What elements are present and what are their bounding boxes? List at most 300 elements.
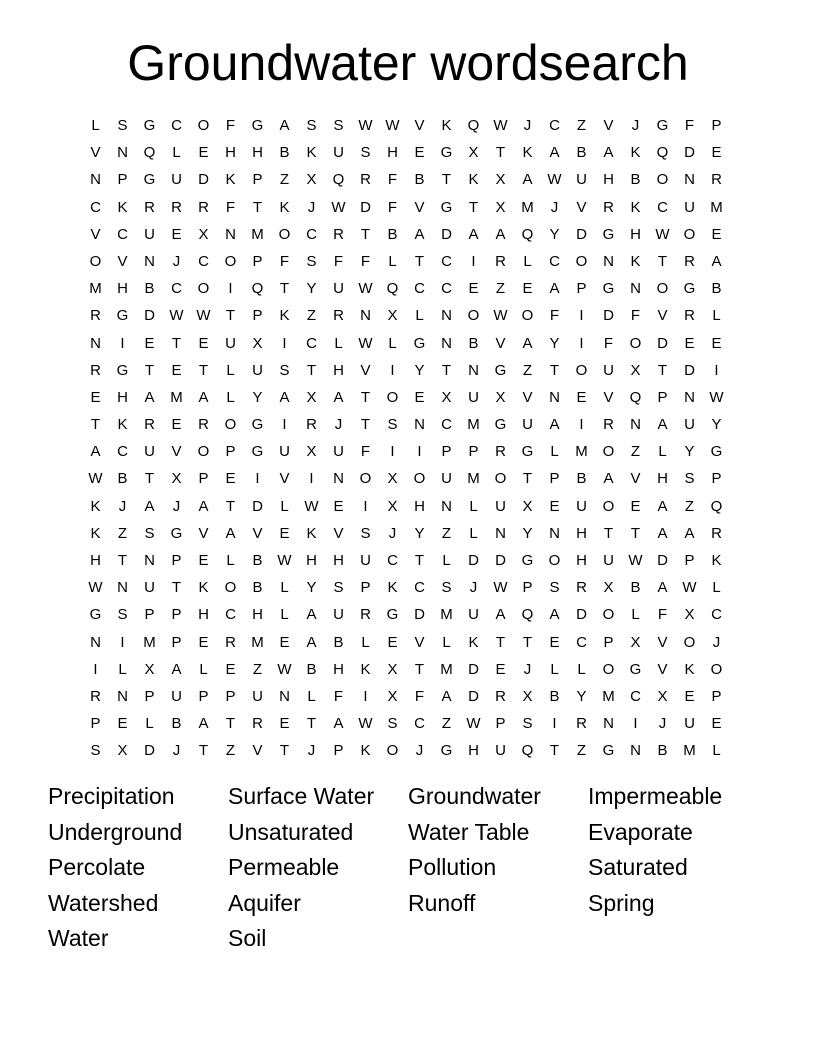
grid-letter: R (576, 579, 587, 597)
grid-letter: C (441, 252, 452, 270)
grid-letter: U (333, 280, 344, 298)
grid-letter: W (358, 117, 373, 134)
grid-letter: X (117, 742, 128, 760)
grid-letter: D (576, 606, 587, 624)
grid-letter: O (521, 307, 534, 325)
grid-letter: L (550, 443, 559, 461)
grid-letter: I (417, 443, 422, 461)
grid-letter: E (711, 715, 722, 733)
grid-letter: P (468, 443, 479, 461)
grid-letter: A (198, 388, 209, 406)
grid-letter: E (468, 280, 479, 298)
grid-letter: S (117, 606, 128, 624)
grid-letter: S (387, 416, 398, 434)
grid-letter: L (334, 334, 343, 352)
grid-letter: A (657, 416, 668, 434)
grid-letter: E (711, 334, 722, 352)
grid-letter: U (171, 687, 182, 705)
grid-letter: L (712, 307, 721, 325)
grid-letter: I (552, 715, 557, 733)
grid-letter: G (494, 416, 507, 434)
grid-letter: M (575, 443, 588, 461)
grid-letter: J (658, 715, 667, 733)
grid-letter: V (576, 198, 587, 216)
grid-letter: B (252, 552, 263, 569)
grid-letter: C (441, 280, 452, 298)
grid-letter: E (549, 633, 560, 651)
grid-letter: P (144, 606, 155, 624)
grid-letter: A (549, 144, 560, 162)
grid-letter: I (363, 497, 368, 515)
grid-letter: O (656, 280, 669, 298)
grid-letter: E (495, 660, 506, 678)
grid-letter: A (333, 388, 344, 406)
grid-letter: J (712, 633, 721, 651)
grid-letter: X (522, 687, 533, 705)
grid-letter: M (602, 687, 615, 705)
grid-letter: Y (576, 687, 587, 705)
grid-letter: R (576, 715, 587, 733)
grid-letter: X (252, 334, 263, 352)
grid-letter: A (90, 443, 101, 461)
grid-letter: M (440, 660, 453, 678)
grid-letter: O (602, 497, 615, 515)
word-list-item: Water (48, 925, 109, 951)
grid-letter: E (684, 687, 695, 705)
grid-letter: C (630, 687, 641, 705)
word-list-item: Soil (228, 925, 267, 951)
grid-letter: G (683, 280, 696, 298)
grid-letter: K (117, 416, 128, 434)
grid-letter: A (522, 171, 533, 189)
grid-letter: S (333, 117, 344, 134)
grid-letter: I (228, 280, 233, 298)
grid-letter: G (251, 443, 264, 461)
letter-grid (82, 112, 730, 765)
grid-letter: O (359, 470, 372, 488)
grid-letter: P (603, 633, 614, 651)
grid-letter: H (603, 171, 614, 189)
grid-letter: K (198, 579, 209, 597)
grid-letter: V (90, 144, 101, 162)
grid-letter: C (117, 225, 128, 243)
grid-letter: K (279, 307, 290, 325)
grid-letter: W (304, 497, 319, 515)
grid-letter: E (198, 334, 209, 352)
grid-letter: U (603, 361, 614, 379)
word-list-item: Permeable (228, 854, 340, 880)
grid-letter: O (602, 660, 615, 678)
grid-letter: I (471, 252, 476, 270)
grid-letter: I (120, 633, 125, 651)
grid-letter: I (390, 361, 395, 379)
grid-letter: L (280, 579, 289, 597)
grid-letter: U (171, 171, 182, 189)
grid-letter: Y (549, 225, 560, 243)
grid-letter: V (657, 660, 668, 678)
grid-letter: Z (225, 742, 236, 760)
grid-row (82, 112, 730, 139)
grid-letter: F (333, 687, 344, 705)
grid-letter: G (521, 443, 534, 461)
grid-letter: N (468, 361, 479, 379)
grid-letter: K (387, 579, 398, 597)
grid-letter: L (91, 117, 100, 134)
grid-letter: K (468, 633, 479, 651)
grid-letter: E (387, 633, 398, 651)
grid-letter: B (252, 579, 263, 597)
grid-letter: M (170, 388, 183, 406)
grid-letter: I (282, 334, 287, 352)
grid-letter: D (576, 225, 587, 243)
grid-letter: K (360, 742, 371, 760)
grid-letter: C (198, 252, 209, 270)
grid-letter: O (683, 225, 696, 243)
grid-letter: R (495, 443, 506, 461)
grid-letter: R (333, 225, 344, 243)
grid-letter: C (549, 117, 560, 134)
grid-letter: U (144, 225, 155, 243)
grid-letter: P (711, 470, 722, 488)
grid-letter: F (333, 252, 344, 270)
grid-letter: P (144, 687, 155, 705)
grid-letter: C (414, 280, 425, 298)
grid-letter: W (358, 715, 373, 733)
grid-letter: F (360, 443, 371, 461)
grid-letter: E (711, 144, 722, 162)
grid-letter: K (711, 552, 722, 569)
grid-letter: W (88, 470, 103, 488)
grid-letter: P (252, 171, 263, 189)
grid-letter: R (144, 416, 155, 434)
grid-letter: W (277, 660, 292, 678)
grid-letter: N (333, 470, 344, 488)
grid-letter: B (576, 470, 587, 488)
grid-letter: F (657, 606, 668, 624)
grid-row (82, 357, 730, 384)
grid-letter: X (387, 307, 398, 325)
grid-row (82, 248, 730, 275)
grid-letter: S (306, 117, 317, 134)
grid-letter: Z (306, 307, 317, 325)
grid-letter: I (282, 416, 287, 434)
grid-letter: T (306, 715, 317, 733)
grid-letter: T (414, 552, 425, 569)
grid-letter: L (361, 633, 370, 651)
grid-letter: Z (252, 660, 263, 678)
grid-letter: X (468, 144, 479, 162)
grid-letter: T (657, 361, 668, 379)
grid-letter: S (522, 715, 533, 733)
grid-letter: I (120, 334, 125, 352)
grid-letter: N (414, 416, 425, 434)
grid-letter: D (198, 171, 209, 189)
grid-letter: I (579, 416, 584, 434)
grid-letter: U (225, 334, 236, 352)
grid-letter: T (144, 361, 155, 379)
grid-letter: N (441, 307, 452, 325)
grid-letter: W (88, 579, 103, 597)
grid-letter: Z (279, 171, 290, 189)
grid-letter: H (468, 742, 479, 760)
grid-letter: A (144, 497, 155, 515)
grid-letter: X (441, 388, 452, 406)
grid-letter: Z (441, 524, 452, 542)
grid-letter: X (387, 470, 398, 488)
grid-letter: F (225, 117, 236, 134)
grid-letter: B (549, 687, 560, 705)
grid-letter: E (117, 715, 128, 733)
grid-letter: V (171, 443, 182, 461)
grid-letter: L (280, 606, 289, 624)
grid-letter: B (117, 470, 128, 488)
grid-letter: O (197, 443, 210, 461)
grid-letter: Y (414, 361, 425, 379)
grid-letter: R (360, 171, 371, 189)
grid-letter: A (657, 579, 668, 597)
grid-letter: E (171, 416, 182, 434)
grid-letter: F (387, 171, 398, 189)
grid-letter: N (144, 252, 155, 270)
grid-letter: O (602, 606, 615, 624)
grid-letter: T (198, 742, 209, 760)
page-title: Groundwater wordsearch (127, 35, 689, 91)
grid-letter: J (334, 416, 343, 434)
grid-letter: V (657, 633, 668, 651)
grid-letter: G (602, 225, 615, 243)
grid-letter: F (684, 117, 695, 134)
grid-letter: E (279, 715, 290, 733)
grid-letter: X (657, 687, 668, 705)
grid-letter: V (198, 524, 209, 542)
grid-letter: K (630, 198, 641, 216)
grid-letter: T (279, 742, 290, 760)
grid-letter: B (576, 144, 587, 162)
grid-letter: T (225, 307, 236, 325)
grid-letter: U (576, 171, 587, 189)
grid-letter: B (414, 171, 425, 189)
grid-letter: Y (711, 416, 722, 434)
grid-letter: T (306, 361, 317, 379)
grid-letter: L (712, 742, 721, 760)
grid-letter: Z (117, 524, 128, 542)
grid-letter: S (306, 252, 317, 270)
grid-letter: R (495, 687, 506, 705)
grid-letter: M (710, 198, 723, 216)
grid-letter: R (144, 198, 155, 216)
grid-letter: F (549, 307, 560, 325)
grid-letter: F (630, 307, 641, 325)
grid-letter: L (577, 660, 586, 678)
grid-letter: W (682, 579, 697, 597)
grid-letter: D (468, 660, 479, 678)
grid-letter: U (684, 198, 695, 216)
grid-letter: P (522, 579, 533, 597)
grid-letter: S (360, 524, 371, 542)
grid-letter: H (225, 144, 236, 162)
grid-letter: A (657, 524, 668, 542)
grid-letter: L (199, 660, 208, 678)
grid-letter: U (333, 443, 344, 461)
grid-letter: G (602, 742, 615, 760)
grid-letter: A (414, 225, 425, 243)
grid-row (82, 139, 730, 166)
grid-letter: T (360, 416, 371, 434)
grid-letter: L (442, 633, 451, 651)
grid-letter: C (171, 117, 182, 134)
grid-letter: G (629, 660, 642, 678)
grid-letter: X (306, 388, 317, 406)
grid-letter: W (169, 307, 184, 325)
grid-letter: N (630, 416, 641, 434)
grid-letter: Q (521, 742, 534, 760)
grid-letter: T (495, 144, 506, 162)
grid-letter: S (90, 742, 101, 760)
grid-letter: A (603, 144, 614, 162)
grid-letter: E (549, 497, 560, 515)
grid-letter: D (144, 742, 155, 760)
grid-letter: G (440, 198, 453, 216)
grid-letter: Q (656, 144, 669, 162)
grid-letter: U (144, 443, 155, 461)
grid-letter: E (711, 225, 722, 243)
grid-letter: K (90, 497, 101, 515)
grid-letter: V (414, 198, 425, 216)
grid-row (82, 601, 730, 628)
grid-letter: H (630, 225, 641, 243)
grid-letter: E (630, 497, 641, 515)
grid-letter: O (89, 252, 102, 270)
grid-letter: A (657, 497, 668, 515)
grid-letter: R (90, 307, 101, 325)
grid-letter: E (279, 524, 290, 542)
grid-letter: O (656, 171, 669, 189)
grid-letter: H (414, 497, 425, 515)
grid-letter: P (711, 117, 722, 134)
grid-letter: E (198, 633, 209, 651)
grid-letter: B (387, 225, 398, 243)
grid-letter: N (603, 252, 614, 270)
grid-letter: C (90, 198, 101, 216)
grid-letter: I (255, 470, 260, 488)
grid-letter: K (306, 144, 317, 162)
grid-row (82, 330, 730, 357)
grid-letter: R (495, 252, 506, 270)
word-list-item: Impermeable (588, 783, 723, 809)
grid-letter: L (469, 497, 478, 515)
grid-letter: X (387, 660, 398, 678)
grid-letter: E (171, 225, 182, 243)
grid-letter: M (521, 198, 534, 216)
grid-letter: J (388, 524, 397, 542)
grid-letter: U (333, 606, 344, 624)
grid-letter: R (711, 524, 722, 542)
word-list-item: Spring (588, 889, 655, 916)
grid-letter: N (117, 687, 128, 705)
grid-letter: A (495, 225, 506, 243)
grid-letter: C (549, 252, 560, 270)
grid-letter: T (360, 388, 371, 406)
grid-letter: B (468, 334, 479, 352)
grid-letter: J (172, 742, 181, 760)
grid-letter: O (494, 470, 507, 488)
grid-letter: M (251, 633, 264, 651)
grid-letter: Z (522, 361, 533, 379)
grid-letter: H (387, 144, 398, 162)
grid-letter: Q (467, 117, 480, 134)
grid-row (82, 683, 730, 710)
word-list-item: Saturated (588, 854, 688, 880)
grid-letter: F (387, 198, 398, 216)
grid-letter: S (360, 144, 371, 162)
grid-letter: W (493, 117, 508, 134)
grid-letter: T (117, 552, 128, 569)
grid-letter: F (603, 334, 614, 352)
grid-letter: W (358, 280, 373, 298)
grid-letter: K (468, 171, 479, 189)
grid-letter: J (118, 497, 127, 515)
grid-letter: B (144, 280, 155, 298)
grid-letter: E (414, 144, 425, 162)
grid-letter: P (90, 715, 101, 733)
grid-row (82, 465, 730, 492)
grid-letter: E (171, 361, 182, 379)
grid-letter: I (579, 334, 584, 352)
grid-letter: U (522, 416, 533, 434)
grid-letter: X (306, 171, 317, 189)
grid-letter: L (658, 443, 667, 461)
grid-letter: D (684, 144, 695, 162)
grid-letter: W (196, 307, 211, 325)
grid-letter: A (306, 633, 317, 651)
grid-letter: L (145, 715, 154, 733)
grid-letter: X (144, 660, 155, 678)
grid-letter: H (252, 606, 263, 624)
grid-letter: T (144, 470, 155, 488)
grid-letter: G (413, 334, 426, 352)
grid-letter: K (522, 144, 533, 162)
grid-letter: R (90, 687, 101, 705)
grid-letter: T (225, 715, 236, 733)
grid-row (82, 547, 730, 574)
grid-row (82, 493, 730, 520)
grid-letter: M (143, 633, 156, 651)
grid-letter: V (522, 388, 533, 406)
grid-letter: P (576, 280, 587, 298)
grid-letter: W (709, 388, 724, 406)
grid-letter: D (144, 307, 155, 325)
grid-letter: A (495, 606, 506, 624)
grid-letter: A (171, 660, 182, 678)
grid-letter: T (549, 742, 560, 760)
grid-letter: A (225, 524, 236, 542)
grid-letter: N (549, 388, 560, 406)
grid-letter: G (251, 117, 264, 134)
grid-letter: R (198, 198, 209, 216)
grid-letter: H (90, 552, 101, 569)
word-list-item: Groundwater (408, 783, 541, 809)
grid-letter: M (440, 606, 453, 624)
grid-letter: J (307, 742, 316, 760)
grid-letter: X (630, 633, 641, 651)
grid-letter: G (143, 117, 156, 134)
grid-letter: T (225, 497, 236, 515)
grid-letter: U (495, 742, 506, 760)
grid-letter: M (683, 742, 696, 760)
grid-letter: V (90, 225, 101, 243)
grid-letter: T (522, 470, 533, 488)
grid-letter: C (414, 715, 425, 733)
